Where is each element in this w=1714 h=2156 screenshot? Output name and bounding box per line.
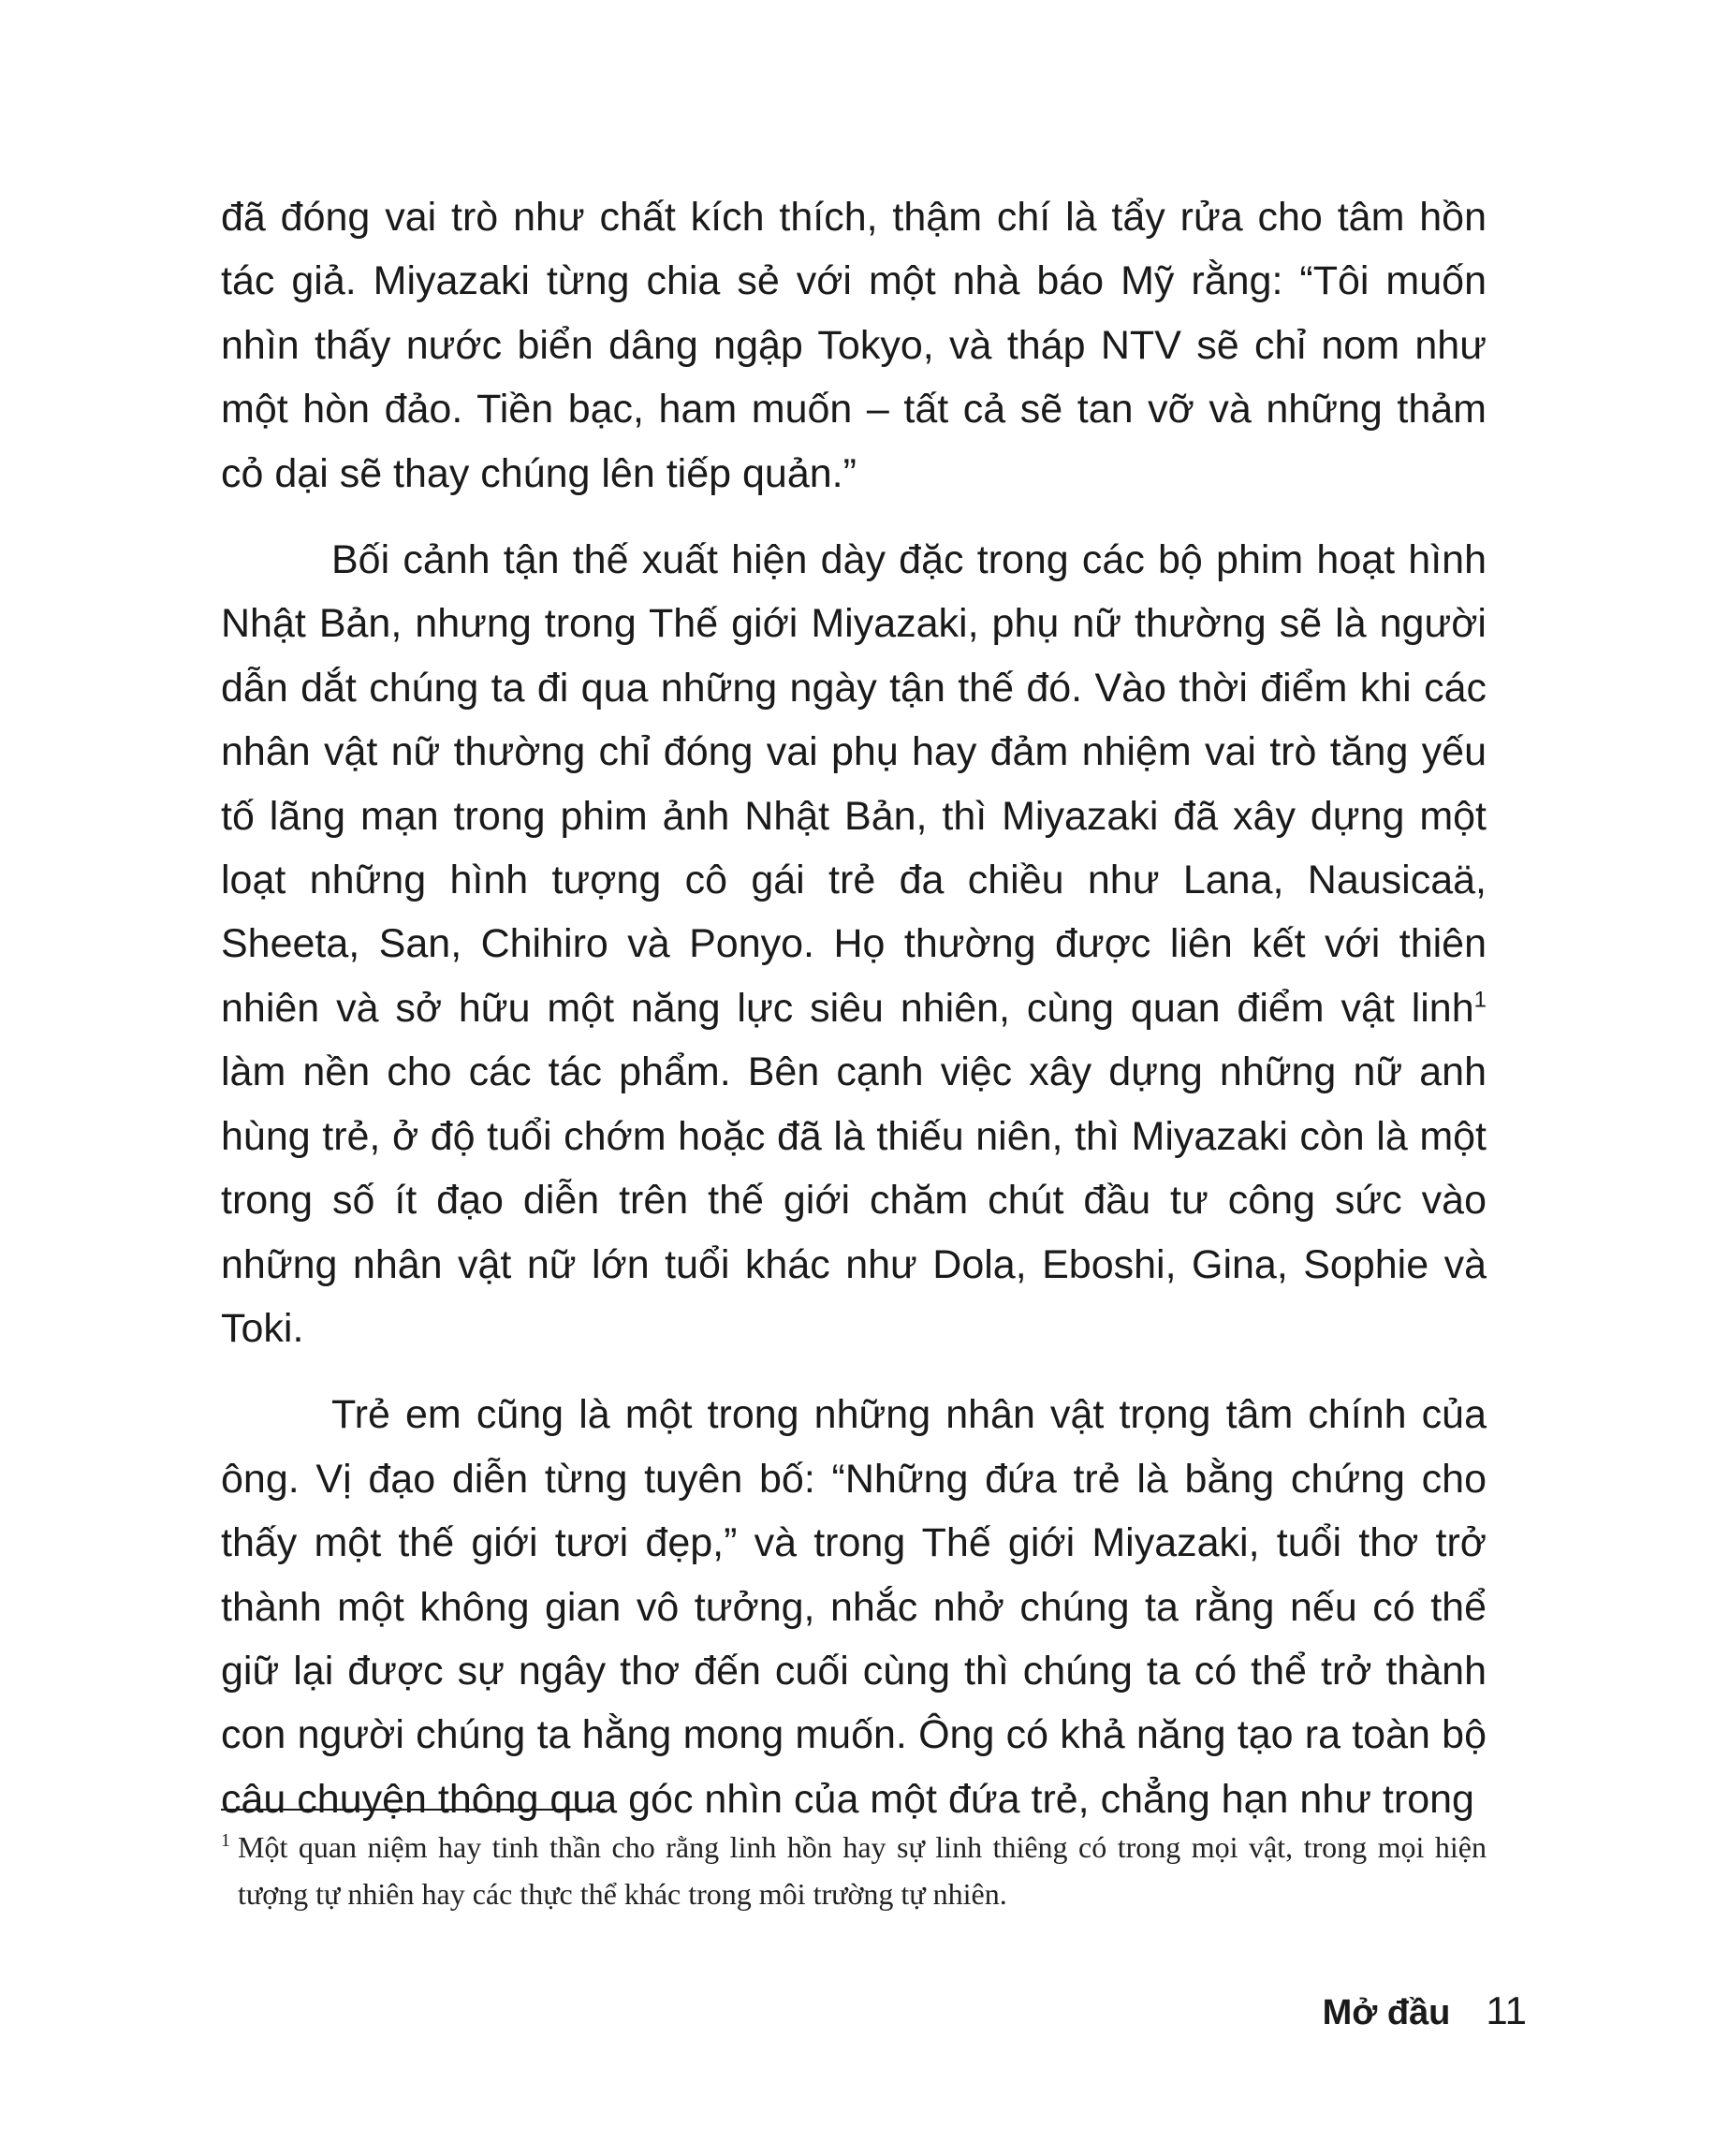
footnote <box>221 1824 1487 1917</box>
paragraph-2-text-after: làm nền cho các tác phẩm. Bên cạnh việc xây dựng những nữ anh hùng trẻ, ở độ tuổi chớm hoặc đã là thiếu niên, thì Miyazaki còn là một trong số ít đạo diễn trên thế giới chăm chút đầu tư công sức vào những nhân vật nữ lớn tuổi khác như Dola, Eboshi, Gina, Sophie và Toki. <box>221 1049 1487 1351</box>
footnote-divider <box>221 1809 605 1811</box>
body-text <box>221 185 1487 1854</box>
paragraph-1: đã đóng vai trò như chất kích thích, thậm chí là tẩy rửa cho tâm hồn tác giả. Miyazaki từng chia sẻ với một nhà báo Mỹ rằng: “Tôi muốn nhìn thấy nước biển dâng ngập Tokyo, và tháp NTV sẽ chỉ nom như một hòn đảo. Tiền bạc, ham muốn – tất cả sẽ tan vỡ và những thảm cỏ dại sẽ thay chúng lên tiếp quản.” <box>221 195 1487 496</box>
footnote-reference[interactable]: 1 <box>1473 987 1487 1013</box>
page-footer <box>1323 1988 1527 2035</box>
paragraph-3: Trẻ em cũng là một trong những nhân vật trọng tâm chính của ông. Vị đạo diễn từng tuyên bố: “Những đứa trẻ là bằng chứng cho thấy một thế giới tươi đẹp,” và trong Thế giới Miyazaki, tuổi thơ trở thành một không gian vô tưởng, nhắc nhở chúng ta rằng nếu có thể giữ lại được sự ngây thơ đến cuối cùng thì chúng ta có thể trở thành con người chúng ta hằng mong muốn. Ông có khả năng tạo ra toàn bộ câu chuyện thông qua góc nhìn của một đứa trẻ, chẳng hạn như trong <box>221 1392 1487 1822</box>
paragraph-2 <box>221 528 1487 1360</box>
section-name: Mở đầu <box>1322 1993 1451 2032</box>
footnote-text-block: 1 Một quan niệm hay tinh thần cho rằng linh hồn hay sự linh thiêng có trong mọi vật, trong mọi hiện tượng tự nhiên hay các thực thể khác trong môi trường tự nhiên. <box>221 1830 1487 1911</box>
paragraph-2-text-before: Bối cảnh tận thế xuất hiện dày đặc trong các bộ phim hoạt hình Nhật Bản, nhưng trong Thế giới Miyazaki, phụ nữ thường sẽ là người dẫn dắt chúng ta đi qua những ngày tận thế đó. Vào thời điểm khi các nhân vật nữ thường chỉ đóng vai phụ hay đảm nhiệm vai trò tăng yếu tố lãng mạn trong phim ảnh Nhật Bản, thì Miyazaki đã xây dựng một loạt những hình tượng cô gái trẻ đa chiều như Lana, Nausicaä, Sheeta, San, Chihiro và Ponyo. Họ thường được liên kết với thiên nhiên và sở hữu một năng lực siêu nhiên, cùng quan điểm vật linh <box>221 537 1487 1031</box>
page-number: 11 <box>1486 1988 1527 2032</box>
footnote-text: Một quan niệm hay tinh thần cho rằng linh hồn hay sự linh thiêng có trong mọi vật, trong mọi hiện tượng tự nhiên hay các thực thể khác trong môi trường tự nhiên. <box>238 1830 1487 1911</box>
